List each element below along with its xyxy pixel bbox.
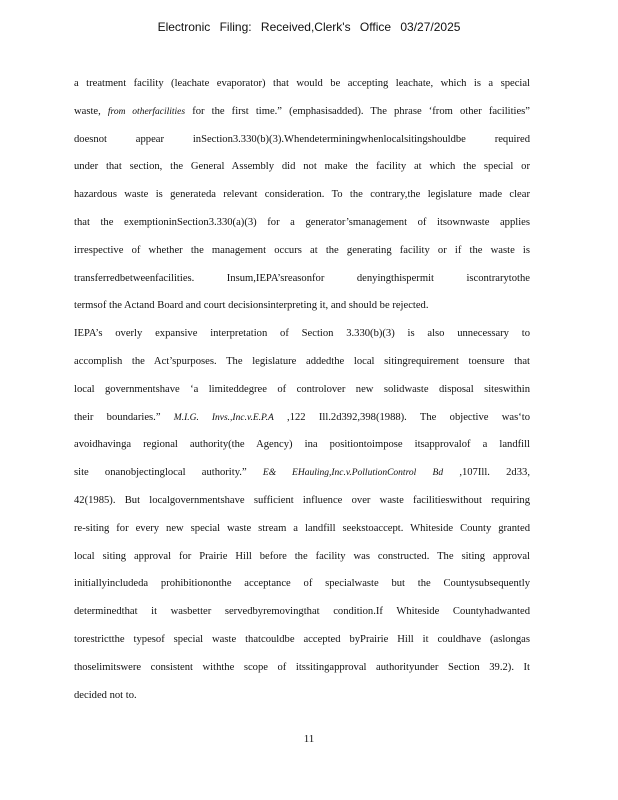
filing-stamp-header: Electronic Filing: Received,Clerk's Office 03/27/2025	[157, 20, 461, 34]
text-line: re-siting for every new special waste stream a landfill seekstoaccept. Whiteside County granted	[74, 522, 530, 534]
text-line: a treatment facility (leachate evaporator) that would be accepting leachate, which is a special	[74, 78, 530, 89]
text-line: thoselimitswere consistent withthe scope of itssitingapproval authorityunder Section 39.2). It	[74, 661, 530, 673]
text-line: torestrictthe typesof special waste thatcouldbe accepted byPrairie Hill it couldhave (aslongas	[74, 633, 530, 645]
line-start: their boundaries.”	[74, 411, 161, 423]
text-line: hazardous waste is generateda relevant consideration. To the contrary,the legislature made clear	[74, 189, 530, 201]
waste-label: waste,	[74, 105, 101, 117]
text-line: IEPA’s overly expansive interpretation of Section 3.330(b)(3) is also unnecessary to	[74, 328, 530, 340]
line-remainder: ,122 Ill.2d392,398(1988). The objective was‘to	[287, 411, 530, 423]
text-line: accomplish the Act’spurposes. The legislature addedthe local sitingrequirement toensure that	[74, 355, 530, 367]
text-line: local governmentshave ‘a limiteddegree of controlover new solidwaste disposal siteswithin	[74, 383, 530, 395]
line-remainder: ,107Ill. 2d33,	[459, 467, 530, 479]
document-body	[74, 70, 530, 709]
emphasized-phrase: from otherfacilities	[107, 106, 186, 117]
text-line: transferredbetweenfacilities. Insum,IEPA’sreasonfor denyingthispermit iscontrarytothe	[74, 272, 530, 284]
text-line: determinedthat it wasbetter servedbyremovingthat condition.If Whiteside Countyhadwanted	[74, 606, 530, 618]
text-line: irrespective of whether the management occurs at the generating facility or if the waste is	[74, 244, 530, 256]
text-line: local siting approval for Prairie Hill before the facility was constructed. The siting approval	[74, 550, 530, 562]
text-line: decided not to.	[74, 689, 137, 701]
case-citation-bd: Bd	[432, 468, 444, 479]
text-line: that the exemptioninSection3.330(a)(3) for a generator’smanagement of itsownwaste applies	[74, 216, 530, 228]
case-citation-mig: M.I.G. Invs.,Inc.v.E.P.A	[173, 412, 274, 423]
text-line: doesnot appear inSection3.330(b)(3).Whendeterminingwhenlocalsitingshouldbe required	[74, 133, 530, 145]
text-line: avoidhavinga regional authority(the Agency) ina positiontoimpose itsapprovalof a landfill	[74, 439, 530, 451]
text-line	[74, 459, 530, 487]
page-number: 11	[303, 733, 315, 745]
text-line: termsof the Actand Board and court decisionsinterpreting it, and should be rejected.	[74, 300, 429, 312]
text-line: 42(1985). But localgovernmentshave sufficient influence over waste facilitieswithout requiring	[74, 494, 530, 506]
text-line	[74, 98, 530, 126]
text-line	[74, 404, 530, 432]
text-line: initiallyincludeda prohibitiononthe acceptance of specialwaste but the Countysubsequently	[74, 578, 530, 590]
case-citation-ee: E& EHauling,Inc.v.PollutionControl	[262, 468, 417, 479]
line-remainder: for the first time.” (emphasisadded). The phrase ‘from other facilities”	[192, 105, 530, 117]
line-start: site onanobjectinglocal authority.”	[74, 467, 247, 479]
text-line: under that section, the General Assembly did not make the facility at which the special or	[74, 161, 530, 173]
